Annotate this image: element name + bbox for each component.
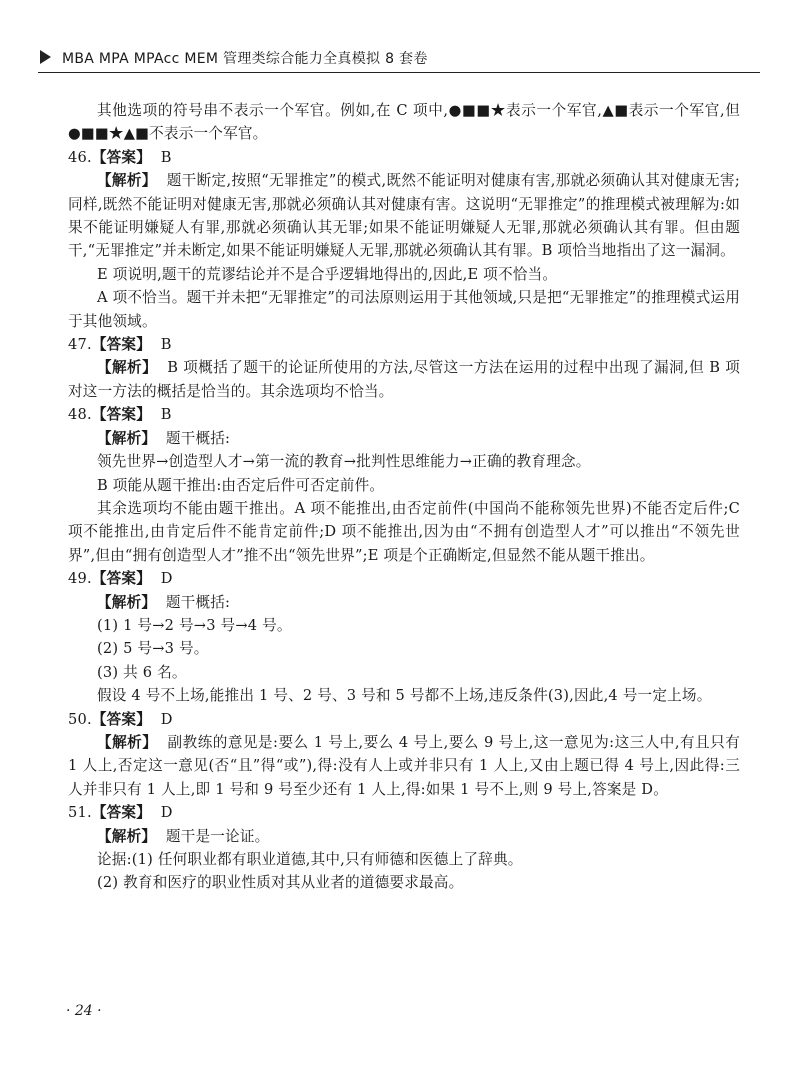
page-body: [68, 99, 740, 895]
running-header: [38, 46, 760, 73]
analysis-text: 题干概括:: [165, 429, 231, 447]
paragraph: 假设 4 号不上场,能推出 1 号、2 号、3 号和 5 号都不上场,违反条件(3),因此,4 号一定上场。: [97, 687, 712, 705]
answer-value: B: [160, 406, 172, 424]
analysis-label: 【解析】: [97, 359, 158, 377]
paragraph: 其余选项均不能由题干推出。A 项不能推出,由否定前件(中国尚不能称领先世界)不能否定后件;C 项不能推出,由肯定后件不能肯定前件;D 项不能推出,因为由“不拥有创造型人才”可以推出“不领先世界”,但由“拥有创造型人才”推不出“领先世界”;E 项是个正确断定,但显然不能从题干推出。: [68, 499, 740, 564]
analysis-46: [68, 169, 740, 263]
analysis-label: 【解析】: [97, 172, 157, 190]
answer-50: [68, 708, 740, 731]
analysis-51: [68, 825, 740, 848]
analysis-label: 【解析】: [97, 733, 158, 751]
question-number: 46.: [68, 148, 92, 166]
answer-label: 【答案】: [91, 148, 151, 166]
answer-value: B: [160, 336, 172, 354]
question-number: 50.: [68, 710, 92, 728]
analysis-text: B 项概括了题干的论证所使用的方法,尽管这一方法在运用的过程中出现了漏洞,但 B 项对这一方法的概括是恰当的。其余选项均不恰当。: [68, 359, 740, 400]
answer-value: B: [160, 148, 172, 166]
analysis-50: [68, 731, 740, 801]
paragraph: 领先世界→创造型人才→第一流的教育→批判性思维能力→正确的教育理念。: [97, 453, 591, 471]
answer-value: D: [160, 710, 173, 728]
answer-48: [68, 403, 740, 426]
answer-value: D: [160, 570, 173, 588]
answer-46: [68, 146, 740, 169]
analysis-text: 题干是一论证。: [165, 827, 270, 845]
paragraph: A 项不恰当。题干并未把“无罪推定”的司法原则运用于其他领域,只是把“无罪推定”的推理模式运用于其他领域。: [68, 289, 740, 330]
answer-label: 【答案】: [91, 336, 151, 354]
analysis-text: 题干断定,按照“无罪推定”的模式,既然不能证明对健康有害,那就必须确认其对健康无害;同样,既然不能证明对健康无害,那就必须确认其对健康有害。这说明“无罪推定”的推理模式被理解为:如果不能证明嫌疑人有罪,那就必须确认其无罪;如果不能证明嫌疑人无罪,那就必须确认其有罪。但由题干,“无罪推定”并未断定,如果不能证明嫌疑人无罪,那就必须确认其有罪。B 项恰当地指出了这一漏洞。: [68, 172, 740, 260]
analysis-label: 【解析】: [97, 593, 157, 611]
question-number: 51.: [68, 804, 92, 822]
answer-label: 【答案】: [91, 804, 151, 822]
analysis-48: [68, 427, 740, 450]
paragraph: (3) 共 6 名。: [97, 663, 187, 681]
answer-label: 【答案】: [91, 406, 151, 424]
page-number: · 24 ·: [66, 1003, 102, 1019]
analysis-text: 题干概括:: [165, 593, 231, 611]
answer-47: [68, 333, 740, 356]
header-title: MBA MPA MPAcc MEM 管理类综合能力全真模拟 8 套卷: [62, 51, 428, 67]
question-number: 47.: [68, 336, 92, 354]
analysis-label: 【解析】: [97, 429, 157, 447]
answer-51: [68, 801, 740, 824]
paragraph: (1) 1 号→2 号→3 号→4 号。: [97, 616, 292, 634]
answer-label: 【答案】: [91, 570, 151, 588]
triangle-marker-icon: [40, 50, 51, 64]
analysis-49: [68, 591, 740, 614]
paragraph: (2) 5 号→3 号。: [97, 640, 209, 658]
paragraph: 论据:(1) 任何职业都有职业道德,其中,只有师德和医德上了辞典。: [97, 851, 523, 868]
question-number: 49.: [68, 570, 92, 588]
answer-value: D: [160, 804, 173, 822]
analysis-text: 副教练的意见是:要么 1 号上,要么 4 号上,要么 9 号上,这一意见为:这三人中,有且只有 1 人上,否定这一意见(否“且”得“或”),得:没有人上或并非只有 1 人上,又由上题已得 4 号上,因此得:三人并非只有 1 人上,即 1 号和 9 号至少还有 1 人上,得:如果 1 号不上,则 9 号上,答案是 D。: [68, 733, 740, 798]
paragraph: B 项能从题干推出:由否定后件可否定前件。: [97, 476, 385, 494]
paragraph: E 项说明,题干的荒谬结论并不是合乎逻辑地得出的,因此,E 项不恰当。: [97, 265, 558, 283]
analysis-47: [68, 356, 740, 403]
paragraph: (2) 教育和医疗的职业性质对其从业者的道德要求最高。: [97, 874, 464, 892]
analysis-label: 【解析】: [97, 827, 157, 845]
paragraph: 其他选项的符号串不表示一个军官。例如,在 C 项中,●■■★表示一个军官,▲■表示一个军官,但●■■★▲■不表示一个军官。: [68, 102, 740, 143]
answer-label: 【答案】: [91, 710, 151, 728]
question-number: 48.: [68, 406, 92, 424]
answer-49: [68, 567, 740, 590]
